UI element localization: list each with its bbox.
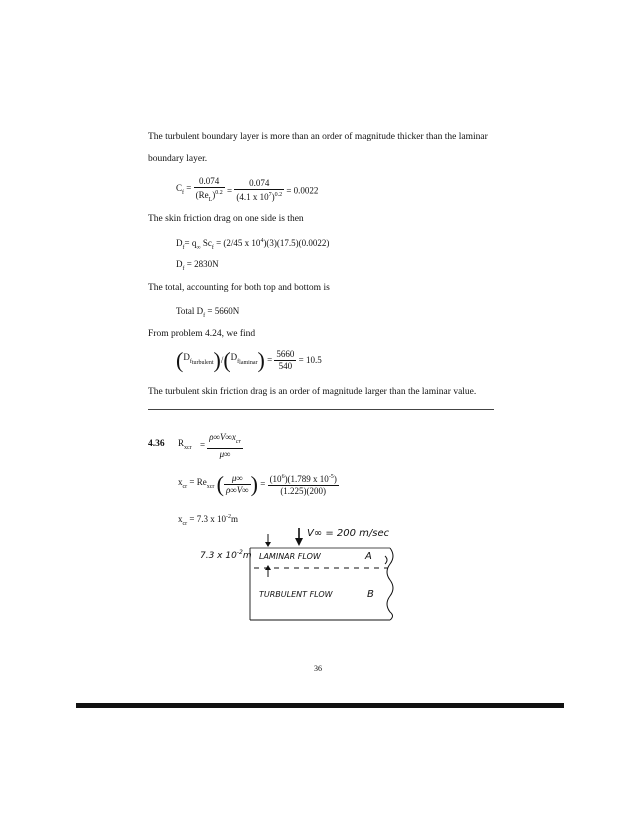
cf-equals: = xyxy=(186,183,192,193)
paragraph-1-line-2: boundary layer. xyxy=(148,154,208,164)
thickness-label: 7.3 x $10^{-2}m$ xyxy=(200,549,252,561)
paragraph-4: From problem 4.24, we find xyxy=(148,329,256,339)
cf-denominator-2: (4.1 x $10^7)^{0.2}$ xyxy=(236,192,283,203)
wavy-edge xyxy=(387,548,393,620)
page-number: 36 xyxy=(314,664,322,673)
laminar-mark: A xyxy=(365,551,372,562)
cf-denominator-1: $(Re_L)^{0.2}$ xyxy=(195,190,223,203)
drag-ratio-equation: $(D_{fturbulent})/(D_{flaminar})$ = $\frac{5660}{540}$ = 10.5 xyxy=(176,347,322,373)
paragraph-3: The total, accounting for both top and bottom is xyxy=(148,283,330,293)
paragraph-5: The turbulent skin friction drag is an order of magnitude larger than the laminar value. xyxy=(148,387,477,397)
total-drag: Total $D_f = 5660N$ xyxy=(176,306,240,319)
df-result: $D_f = 2830N$ xyxy=(176,259,219,272)
footer-bar xyxy=(76,703,564,708)
xcr-fraction-2: $\frac{(10^6)(1.789 x 10^{-5})}{(1.225)(200)}$ xyxy=(269,474,337,496)
cf-equation xyxy=(176,176,318,206)
reynolds-equation: $R_{xcr}$ = $\frac{\rho\infty V\infty x_{cr}}{\mu\infty}$ xyxy=(178,432,241,459)
xcr-equation: $x_{cr} = Re_{xcr}$ ( $\frac{\mu\infty}{\rho\infty V\infty}$ ) = $\frac{(10^6)(1.789 x 10^{-5})}{(1.225)(200)}$ xyxy=(178,471,337,497)
ratio-fraction: $\frac{5660}{540}$ xyxy=(276,349,295,371)
turbulent-flow-label: TURBULENT FLOW xyxy=(259,590,333,599)
cf-fraction-2 xyxy=(234,178,284,203)
turbulent-mark: B xyxy=(367,589,374,600)
cf-symbol: C xyxy=(176,183,183,193)
xcr-result: $x_{cr} = 7.3$ x $10^{-2}m$ xyxy=(178,514,239,527)
cf-subscript: f xyxy=(182,189,185,196)
reynolds-fraction: $\frac{\rho\infty V\infty x_{cr}}{\mu\infty}$ xyxy=(209,432,241,459)
paragraph-2: The skin friction drag on one side is then xyxy=(148,214,304,224)
velocity-arrowhead-icon xyxy=(295,538,303,546)
cf-fraction-1 xyxy=(194,176,225,206)
cf-result: = 0.0022 xyxy=(286,185,319,196)
xcr-fraction-1: $\frac{\mu\infty}{\rho\infty V\infty}$ xyxy=(226,473,249,495)
flow-sketch xyxy=(180,522,440,642)
freestream-velocity-label: V∞ = 200 m/sec xyxy=(307,528,390,539)
paragraph-1-line-1: The turbulent boundary layer is more than an order of magnitude thicker than the laminar xyxy=(148,132,488,142)
cf-numerator-2: 0.074 xyxy=(234,178,284,190)
section-divider xyxy=(148,409,494,410)
laminar-flow-label: LAMINAR FLOW xyxy=(259,552,321,561)
cf-equals-2: = xyxy=(227,185,233,196)
df-equation: $D_f= q_\infty$ $Sc_f = (2/45$ x $10^4)(3)(17.5)(0.0022)$ xyxy=(176,238,330,251)
cf-numerator-1: 0.074 xyxy=(194,176,225,188)
problem-number: 4.36 xyxy=(148,439,165,449)
